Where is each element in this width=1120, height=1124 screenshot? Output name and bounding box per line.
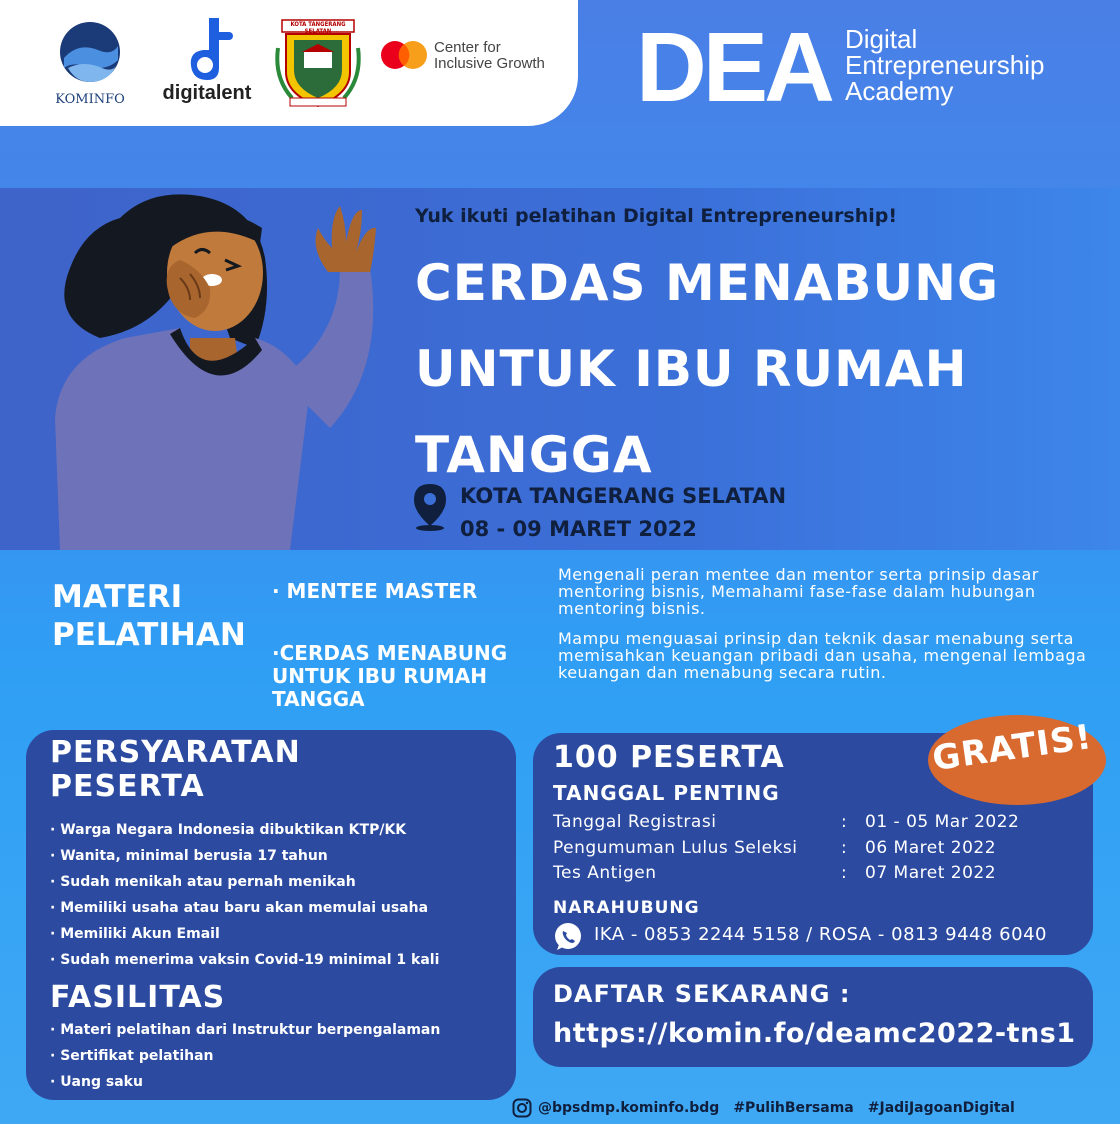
dea-logo [636,12,1086,122]
free-badge-text: GRATIS! [929,717,1095,779]
kominfo-emblem-icon [58,20,122,84]
date-label: Pengumuman Lulus Seleksi [553,837,798,858]
register-link[interactable]: https://komin.fo/deamc2022-tns1 [553,1018,1076,1049]
date-value: 06 Maret 2022 [865,837,997,858]
date-label: Tanggal Registrasi [553,812,717,832]
date-label: Tes Antigen [553,863,657,883]
tangsel-seal-logo [272,18,364,110]
footer [512,1098,1015,1118]
important-dates [553,810,1073,887]
hashtag-pulih: #PulihBersama [733,1100,854,1116]
hero-intro: Yuk ikuti pelatihan Digital Entrepreneurship! [415,205,897,227]
date-value: 07 Maret 2022 [865,863,997,883]
date-row-antigen [553,861,1073,887]
facilities-list [50,1017,440,1095]
list-item: · Memiliki usaha atau baru akan memulai usaha [50,900,429,916]
hashtag-jagoan: #JadiJagoanDigital [867,1100,1015,1116]
important-dates-heading: TANGGAL PENTING [553,781,780,805]
dea-acronym: DEA [636,12,831,122]
list-item: · Memiliki Akun Email [50,926,220,942]
digitalent-mark-icon [179,16,235,82]
hero-title [415,240,1095,498]
seal-text: KOTA TANGERANG SELATAN [290,21,346,35]
contact-heading: NARAHUBUNG [553,898,700,918]
list-item: · Wanita, minimal berusia 17 tahun [50,848,328,864]
participant-count: 100 PESERTA [553,740,785,775]
date-colon: : [841,863,848,883]
list-item: · Sudah menikah atau pernah menikah [50,874,356,890]
requirements-heading-line2: PESERTA [50,769,205,804]
materi-item-mentee: · MENTEE MASTER [272,579,478,603]
requirements-heading-line1: PERSYARATAN [50,735,301,770]
materi-item-menabung: ·CERDAS MENABUNG UNTUK IBU RUMAH TANGGA [272,641,508,711]
facilities-heading: FASILITAS [50,980,226,1015]
mastercard-text [434,40,574,72]
mastercard-circles-icon [380,40,428,70]
list-item: · Warga Negara Indonesia dibuktikan KTP/KK [50,822,407,838]
date-row-registration [553,810,1073,836]
location-pin-icon [410,482,450,532]
mastercard-line1: Center for [434,39,501,56]
title-line2: UNTUK IBU RUMAH [415,340,968,398]
instagram-handle[interactable]: @bpsdmp.kominfo.bdg [538,1100,720,1116]
contact-numbers: IKA - 0853 2244 5158 / ROSA - 0813 9448 6040 [594,924,1047,945]
hero-location [460,480,786,546]
mastercard-line2: Inclusive Growth [434,55,545,72]
materi-desc-mentee: Mengenali peran mentee dan mentor serta prinsip dasar mentoring bisnis, Memahami fase-fase dalam hubungan mentoring bisnis. [558,565,1039,618]
dea-line3: Academy [845,76,954,106]
date-colon: : [841,812,848,832]
dea-line2: Entrepreneurship [845,50,1045,80]
logo-bar [0,0,578,126]
requirements-list [50,817,439,973]
woman-illustration-icon [40,188,400,550]
event-dates: 08 - 09 MARET 2022 [460,517,697,541]
list-item: · Sertifikat pelatihan [50,1048,214,1064]
dea-line1: Digital [845,24,918,54]
title-line3: TANGGA [415,426,653,484]
date-row-announcement [553,836,1073,862]
location-text: KOTA TANGERANG SELATAN [460,484,787,508]
date-value: 01 - 05 Mar 2022 [865,812,1020,832]
requirements-heading [50,736,301,804]
digitalent-text: digitalent [162,82,252,104]
date-colon: : [841,837,848,858]
kominfo-logo [50,20,130,107]
list-item: · Materi pelatihan dari Instruktur berpengalaman [50,1022,441,1038]
materi-heading-line1: MATERI [52,579,183,615]
dea-fullname [845,26,1044,104]
instagram-icon [512,1098,532,1118]
digitalent-logo [155,16,259,105]
list-item: · Uang saku [50,1074,143,1090]
materi-heading [52,578,246,654]
materi-desc-menabung: Mampu menguasai prinsip dan teknik dasar menabung serta memisahkan keuangan pribadi dan usaha, mengenal lembaga keuangan dan menabung secara rutin. [558,629,1087,682]
register-heading: DAFTAR SEKARANG : [553,980,851,1008]
title-line1: CERDAS MENABUNG [415,254,1000,312]
whatsapp-icon [553,922,583,952]
list-item: · Sudah menerima vaksin Covid-19 minimal 1 kali [50,952,440,968]
materi-heading-line2: PELATIHAN [52,617,246,653]
kominfo-text: KOMINFO [55,92,125,107]
mastercard-logo [380,40,570,74]
